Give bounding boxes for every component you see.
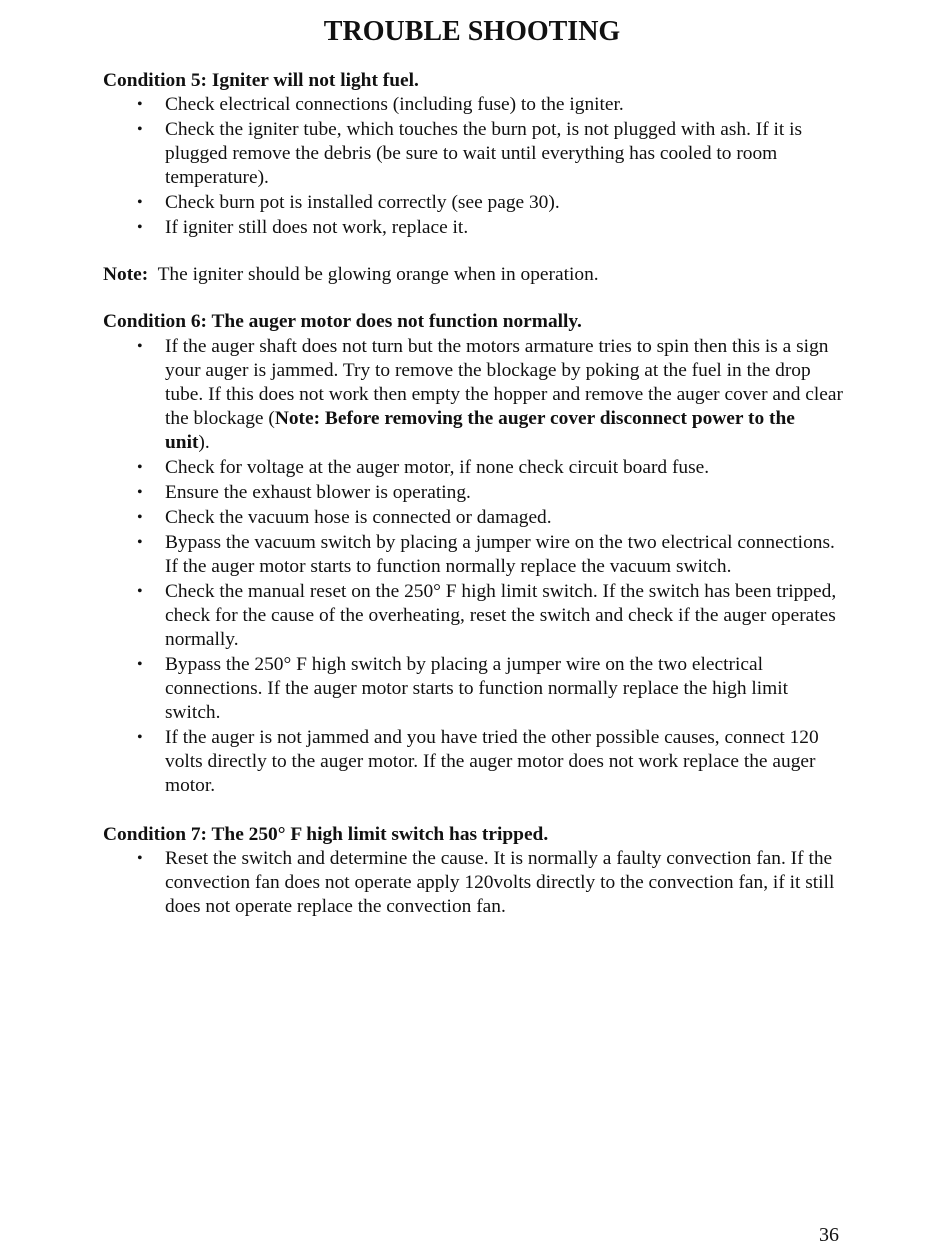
bullet-icon: •: [137, 849, 143, 867]
page-title: TROUBLE SHOOTING: [323, 16, 621, 47]
bullet-icon: •: [137, 582, 143, 600]
list-item-text: If igniter still does not work, replace it.: [165, 217, 469, 239]
list-item-text: Check electrical connections (including fuse) to the igniter.: [165, 94, 624, 116]
list-item: [137, 335, 843, 455]
condition-6-section: [103, 310, 843, 797]
list-item: [137, 191, 843, 215]
bullet-icon: •: [137, 458, 143, 476]
condition-5-section: [103, 69, 843, 240]
condition-5-list: [103, 93, 843, 240]
condition-5-heading: Condition 5: Igniter will not light fuel.: [103, 70, 419, 91]
list-item-text: Ensure the exhaust blower is operating.: [165, 481, 471, 503]
list-item-text: Check for voltage at the auger motor, if none check circuit board fuse.: [165, 456, 710, 478]
bullet-icon: •: [137, 533, 143, 551]
condition-7-section: [103, 823, 843, 919]
warning-text: Note: Before removing the auger cover disconnect power to the unit: [165, 407, 795, 453]
list-item-text: If the auger is not jammed and you have tried the other possible causes, connect 120 volts directly to the auger motor. If the auger motor does not work replace the auger motor.: [165, 726, 819, 796]
list-item: [137, 580, 843, 652]
note-label: Note:: [103, 264, 149, 286]
list-item-text: Bypass the 250° F high switch by placing a jumper wire on the two electrical connections. If the auger motor starts to function normally replace the high limit switch.: [165, 653, 789, 723]
list-item: [137, 506, 843, 530]
document-body: [103, 69, 843, 920]
bullet-icon: •: [137, 219, 143, 237]
list-item: [137, 847, 843, 919]
condition-7-list: [103, 847, 843, 919]
list-item: [137, 216, 843, 240]
note-text: The igniter should be glowing orange when in operation.: [148, 264, 599, 286]
page-number: 36: [819, 1224, 839, 1246]
bullet-icon: •: [137, 655, 143, 673]
condition-6-list: [103, 335, 843, 798]
list-item: [137, 653, 843, 725]
bullet-icon: •: [137, 96, 143, 114]
list-item: [137, 726, 843, 798]
list-item-text: Reset the switch and determine the cause. It is normally a faulty convection fan. If the convection fan does not operate apply 120volts directly to the convection fan, if it still does not operate replace the convection fan.: [165, 847, 835, 917]
list-item-text: If the auger shaft does not turn but the motors armature tries to spin then this is a sign your auger is jammed. Try to remove the blockage by poking at the fuel in the drop tube. If this does not work then empty the hopper and remove the auger cover and clear the blockage (: [165, 335, 843, 429]
bullet-icon: •: [137, 121, 143, 139]
bullet-icon: •: [137, 508, 143, 526]
list-item: [137, 93, 843, 117]
list-item: [137, 531, 843, 579]
list-item: [137, 456, 843, 480]
condition-6-heading: Condition 6: The auger motor does not function normally.: [103, 311, 582, 333]
list-item-text: Check the igniter tube, which touches the burn pot, is not plugged with ash. If it is plugged remove the debris (be sure to wait until everything has cooled to room temperature).: [165, 119, 803, 189]
list-item-text: Check the manual reset on the 250° F high limit switch. If the switch has been tripped, check for the cause of the overheating, reset the switch and check if the auger operates normally.: [165, 580, 837, 650]
list-item: [137, 481, 843, 505]
bullet-icon: •: [137, 194, 143, 212]
bullet-icon: •: [137, 728, 143, 746]
bullet-icon: •: [137, 483, 143, 501]
list-item-text: Bypass the vacuum switch by placing a jumper wire on the two electrical connections. If the auger motor starts to function normally replace the vacuum switch.: [165, 531, 835, 577]
bullet-icon: •: [137, 337, 143, 355]
list-item-text: Check burn pot is installed correctly (see page 30).: [165, 192, 560, 214]
list-item-text-end: ).: [198, 431, 210, 453]
list-item-text: Check the vacuum hose is connected or damaged.: [165, 506, 552, 528]
note-paragraph: [103, 263, 843, 287]
list-item: [137, 118, 843, 190]
condition-7-heading: Condition 7: The 250° F high limit switch has tripped.: [103, 823, 549, 845]
